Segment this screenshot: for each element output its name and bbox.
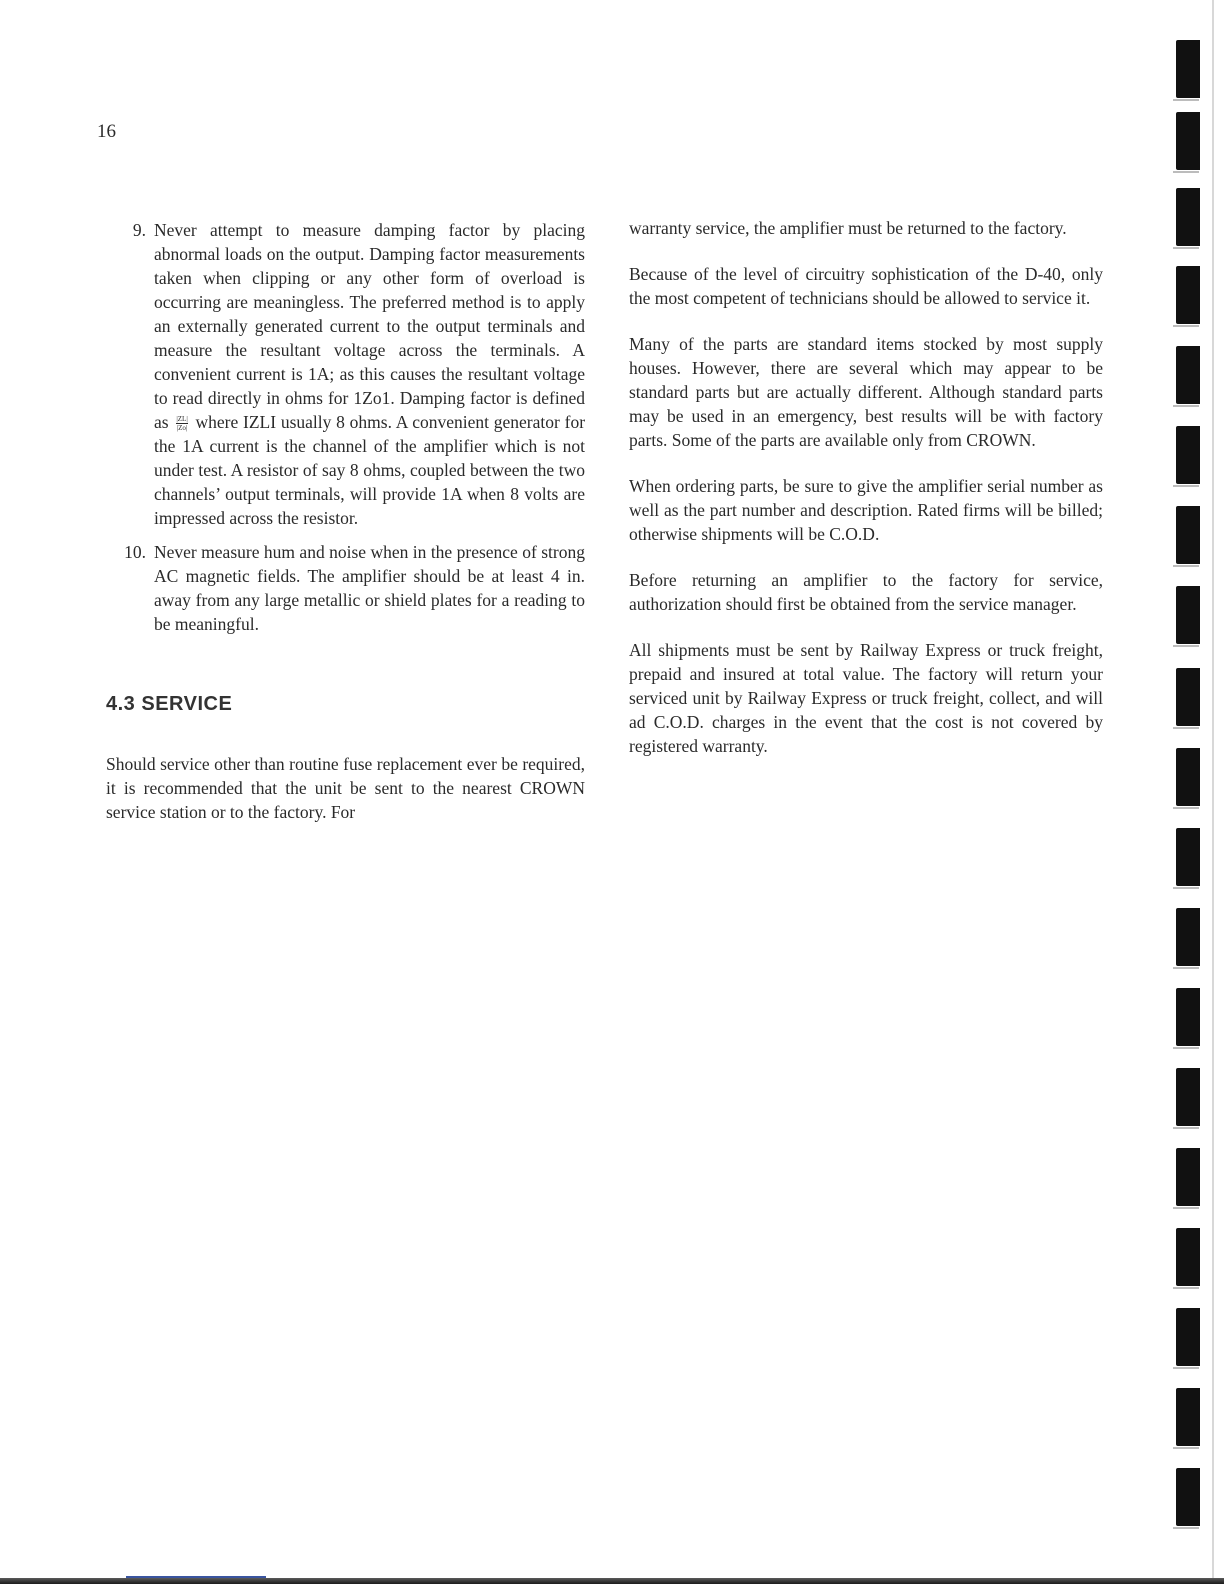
page-bottom-edge <box>0 1578 1224 1584</box>
right-column <box>629 216 1103 780</box>
binding-tab <box>1176 346 1200 404</box>
fraction-numerator: |ZL| <box>176 415 188 424</box>
numbered-list <box>106 218 585 636</box>
impedance-fraction <box>176 415 187 432</box>
list-item-text: Never attempt to measure damping factor by placing abnormal loads on the output. Damping factor measurements taken when clipping or any other form of overload is occurring are meaningless. The preferred method is to apply an externally generated current to the output terminals and measure the resultant voltage across the terminals. A convenient current is 1A; as this causes the resultant voltage to read directly in ohms for 1Zo1. Damping factor is defined as <box>154 220 585 432</box>
paragraph: When ordering parts, be sure to give the amplifier serial number as well as the part number and description. Rated firms will be billed; otherwise shipments will be C.O.D. <box>629 476 1103 544</box>
binding-tab <box>1176 506 1200 564</box>
list-item <box>106 540 585 636</box>
binding-tab <box>1176 586 1200 644</box>
list-item <box>106 218 585 530</box>
binding-tab <box>1176 266 1200 324</box>
binding-tab <box>1176 40 1200 98</box>
paragraph: All shipments must be sent by Railway Express or truck freight, prepaid and insured at total value. The factory will return your serviced unit by Railway Express or truck freight, collect, and will ad C.O.D. charges in the event that the cost is not covered by registered warranty. <box>629 640 1103 756</box>
paragraph: Many of the parts are standard items stocked by most supply houses. However, there are several which may appear to be standard parts but are actually different. Although standard parts may be used in an emergency, best results will be with factory parts. Some of the parts are available only from CROWN. <box>629 334 1103 450</box>
page-number: 16 <box>97 121 116 142</box>
binding-tab <box>1176 1228 1200 1286</box>
binding-tab <box>1176 1148 1200 1206</box>
paragraph: Before returning an amplifier to the factory for service, authorization should first be obtained from the service manager. <box>629 570 1103 614</box>
paragraph: warranty service, the amplifier must be returned to the factory. <box>629 218 1067 238</box>
binding-tab <box>1176 748 1200 806</box>
binding-tab <box>1176 112 1200 170</box>
binding-tab <box>1176 988 1200 1046</box>
left-column <box>106 218 585 846</box>
binding-tab <box>1176 668 1200 726</box>
comb-binding <box>1164 0 1224 1584</box>
binding-spine <box>1212 0 1214 1584</box>
binding-tab <box>1176 1308 1200 1366</box>
list-item-number: 10. <box>124 542 146 562</box>
list-item-text: Never measure hum and noise when in the presence of strong AC magnetic fields. The amplifier should be at least 4 in. away from any large metallic or shield plates for a reading to be meaningful. <box>154 542 585 634</box>
binding-tab <box>1176 1388 1200 1446</box>
binding-tab <box>1176 1468 1200 1526</box>
binding-tab <box>1176 426 1200 484</box>
list-item-text-continued: where IZLI usually 8 ohms. A convenient generator for the 1A current is the channel of the amplifier which is not under test. A resistor of say 8 ohms, coupled between the two channels’ output terminals, will provide 1A when 8 volts are impressed across the resistor. <box>154 412 586 528</box>
list-item-number: 9. <box>132 220 146 240</box>
fraction-denominator: |Zo| <box>176 424 188 433</box>
binding-tab <box>1176 828 1200 886</box>
section-heading: 4.3 SERVICE <box>106 693 233 715</box>
binding-tab <box>1176 188 1200 246</box>
paragraph: Because of the level of circuitry sophistication of the D-40, only the most competent of technicians should be allowed to service it. <box>629 264 1103 308</box>
service-paragraph: Should service other than routine fuse replacement ever be required, it is recommended that the unit be sent to the nearest CROWN service station or to the factory. For <box>106 754 585 822</box>
binding-tab <box>1176 1068 1200 1126</box>
binding-tab <box>1176 908 1200 966</box>
